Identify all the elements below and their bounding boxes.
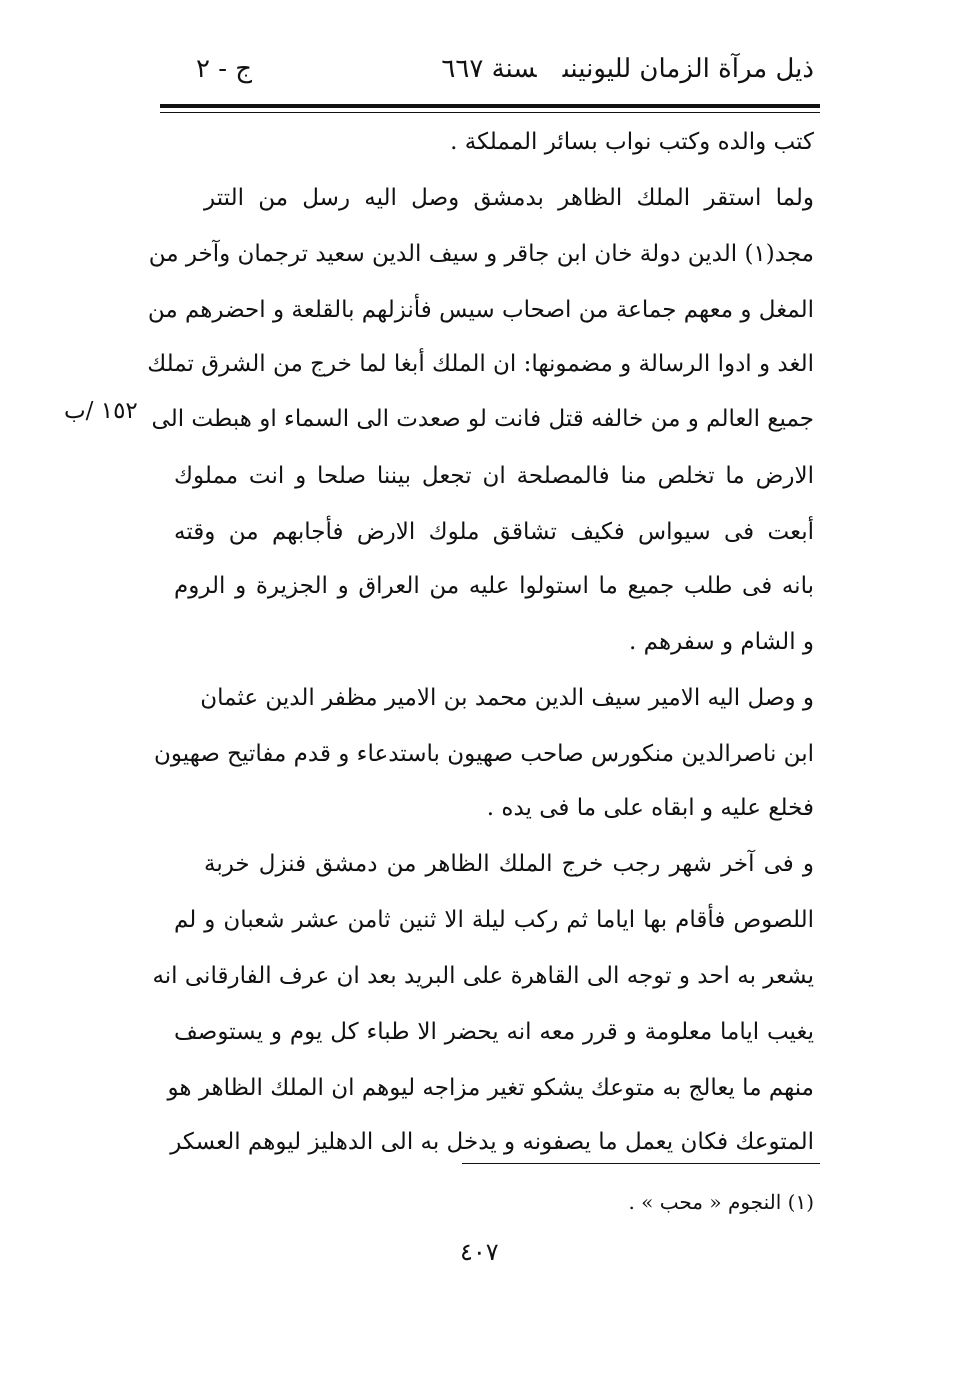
text-line-19: المتوعك فكان يعمل ما يصفونه و يدخل به الى الدهليز ليوهم العسكر bbox=[170, 1129, 814, 1155]
footnote-rule bbox=[462, 1163, 820, 1164]
text-line-7: الارض ما تخلص منا فالمصلحة ان تجعل بيننا صلحا و انت مملوك bbox=[174, 463, 814, 489]
text-line-14: و فى آخر شهر رجب خرج الملك الظاهر من دمشق فنزل خربة bbox=[204, 851, 814, 877]
text-line-4: المغل و معهم جماعة من اصحاب سيس فأنزلهم بالقلعة و احضرهم من bbox=[147, 297, 814, 323]
header-year: سنة ٦٦٧ bbox=[441, 54, 537, 84]
page-number: ٤٠٧ bbox=[460, 1238, 499, 1266]
text-line-2: ولما استقر الملك الظاهر بدمشق وصل اليه رسل من التتر bbox=[204, 185, 814, 211]
book-title: ذيل مرآة الزمان لليونينى bbox=[562, 54, 814, 84]
text-line-10: و الشام و سفرهم . bbox=[629, 629, 814, 655]
text-line-16: يشعر به احد و توجه الى القاهرة على البريد بعد ان عرف الفارقانى انه bbox=[152, 963, 814, 989]
text-line-3: مجد(١) الدين دولة خان ابن جاقر و سيف الدين سعيد ترجمان وآخر من bbox=[148, 241, 814, 267]
text-line-18: منهم ما يعالج به متوعك يشكو تغير مزاجه ليوهم ان الملك الظاهر هو bbox=[167, 1075, 814, 1101]
header-rule-thin bbox=[160, 112, 820, 113]
volume-number: ج - ٢ bbox=[196, 54, 253, 84]
text-line-8: أبعت فى سيواس فكيف تشاقق ملوك الارض فأجابهم من وقته bbox=[174, 519, 814, 545]
footnote: (١) النجوم « محب » . bbox=[628, 1190, 814, 1214]
text-line-6: جميع العالم و من خالفه قتل فانت لو صعدت الى السماء او هبطت الى bbox=[151, 406, 814, 432]
running-header-title bbox=[441, 54, 814, 84]
text-line-1: كتب والده وكتب نواب بسائر المملكة . bbox=[450, 129, 814, 155]
text-line-12: ابن ناصرالدين منكورس صاحب صهيون باستدعاء و قدم مفاتيح صهيون bbox=[154, 741, 814, 767]
text-line-9: بانه فى طلب جميع ما استولوا عليه من العراق و الجزيرة و الروم bbox=[174, 573, 814, 599]
text-line-11: و وصل اليه الامير سيف الدين محمد بن الامير مظفر الدين عثمان bbox=[200, 685, 814, 711]
text-line-5: الغد و ادوا الرسالة و مضمونها: ان الملك أبغا لما خرج من الشرق تملك bbox=[147, 351, 814, 377]
margin-folio-note: ١٥٢ /ب bbox=[64, 398, 138, 424]
header-rule-thick bbox=[160, 104, 820, 108]
text-line-17: يغيب اياما معلومة و قرر معه انه يحضر الا طباء كل يوم و يستوصف bbox=[174, 1019, 814, 1045]
text-line-13: فخلع عليه و ابقاه على ما فى يده . bbox=[486, 795, 814, 821]
text-line-15: اللصوص فأقام بها اياما ثم ركب ليلة الا ثنين ثامن عشر شعبان و لم bbox=[174, 907, 814, 933]
